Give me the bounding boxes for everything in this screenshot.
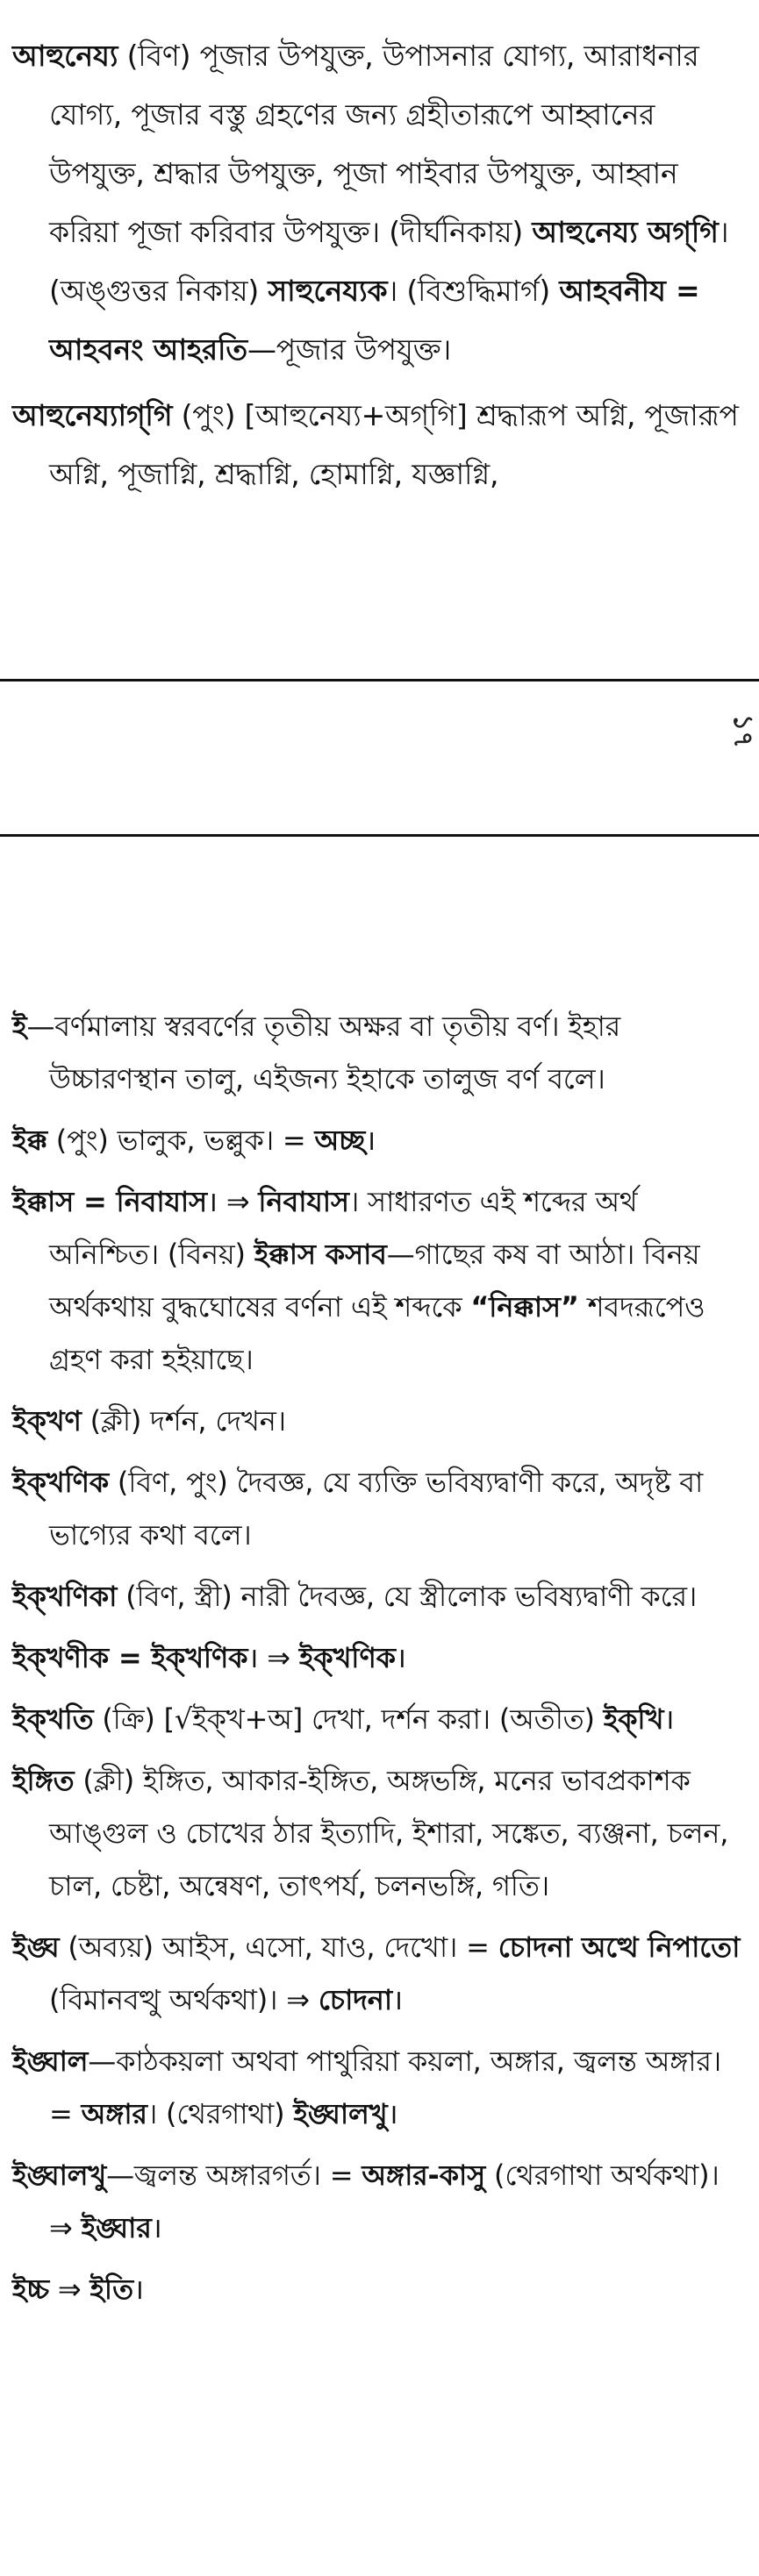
definition-text: । bbox=[365, 1124, 376, 1157]
headword: নিবাযাস bbox=[258, 1185, 349, 1218]
definition-text: । (থেরগাথা) bbox=[147, 2097, 294, 2130]
headword: ইক্কাস = নিবাযাস bbox=[12, 1185, 207, 1218]
dictionary-entry bbox=[12, 2035, 746, 2140]
headword: ইক্‌খণ bbox=[12, 1404, 82, 1438]
definition-text: —বর্ণমালায় স্বরবর্ণের তৃতীয় অক্ষর বা তৃতীয় বর্ণ। ইহার উচ্চারণস্থান তালু, এইজন্য ইহাকে তালুজ বর্ণ বলে। bbox=[26, 1010, 621, 1095]
definition-text: (বিণ, স্ত্রী) নারী দৈবজ্ঞ, যে স্ত্রীলোক ভবিষ্যদ্বাণী করে। bbox=[117, 1580, 698, 1613]
definition-text: (পুং) [আহুনেয্য+অগ্‌গি] শ্রদ্ধারূপ অগ্নি, পূজারূপ অগ্নি, পূজাগ্নি, শ্রদ্ধাগ্নি, হোমাগ্নি, যজ্ঞাগ্নি, bbox=[49, 398, 739, 491]
definition-text: । bbox=[151, 2211, 162, 2244]
dictionary-entry bbox=[12, 1395, 746, 1447]
definition-text: । সাধারণত এই শব্দের অর্থ অনিশ্চিত। (বিনয়) bbox=[49, 1185, 638, 1271]
definition-text: । bbox=[663, 1702, 675, 1736]
headword: আহবনীয = আহবনং আহরতি bbox=[49, 274, 700, 367]
dictionary-entry bbox=[12, 1000, 746, 1105]
headword: সাহুনেয্যক bbox=[268, 274, 388, 308]
definition-text: । (বিশুদ্ধিমার্গ) bbox=[387, 274, 560, 308]
definition-text: । bbox=[395, 1641, 406, 1674]
definition-text: ⇒ bbox=[48, 2273, 90, 2306]
dictionary-entry bbox=[12, 1631, 746, 1684]
definition-text: (পুং) ভালুক, ভল্লুক। = bbox=[47, 1124, 315, 1157]
dictionary-entry bbox=[12, 1456, 746, 1561]
headword: আহুনেয্য অগ্‌গি bbox=[532, 215, 719, 249]
definition-text: (ক্লী) ইঙ্গিত, আকার-ইঙ্গিত, অঙ্গভঙ্গি, মনের ভাবপ্রকাশক আঙ্গুল ও চোখের ঠার ইত্যাদি, ইশারা, সঙ্কেত, ব্যঞ্জনা, চলন, চাল, চেষ্টা, অন্বেষণ, তাৎপর্য, চলনভঙ্গি, গতি। bbox=[49, 1764, 729, 1902]
dictionary-entry bbox=[12, 1175, 746, 1386]
headword: ইঙ্ঘ bbox=[12, 1930, 60, 1964]
definition-text: । (অঙ্গুত্তর নিকায়) bbox=[49, 215, 729, 308]
definition-text: । ⇒ bbox=[206, 1185, 259, 1218]
headword: ইতি bbox=[90, 2273, 133, 2306]
top-entries-section bbox=[12, 26, 746, 510]
definition-text: (ক্রি) [√ইক্‌খ+অ] দেখা, দর্শন করা। (অতীত) bbox=[93, 1702, 604, 1736]
headword: ইচ্চ bbox=[12, 2273, 49, 2306]
definition-text: —কাঠকয়লা অথবা পাথুরিয়া কয়লা, অঙ্গার, জ্বলন্ত অঙ্গার। = bbox=[49, 2044, 722, 2130]
definition-text: (ক্লী) দর্শন, দেখন। bbox=[81, 1404, 286, 1438]
definition-text: (থেরগাথা অর্থকথা)। ⇒ bbox=[49, 2159, 720, 2244]
headword: ইঙ্ঘাল bbox=[12, 2044, 89, 2078]
definition-text: (অব্যয়) আইস, এসো, যাও, দেখো। = bbox=[59, 1930, 498, 1964]
dictionary-entry bbox=[12, 2263, 746, 2316]
headword: ইঙ্ঘালখু bbox=[293, 2097, 388, 2130]
dictionary-entry bbox=[12, 1114, 746, 1167]
headword: ইক্‌খি bbox=[603, 1702, 664, 1736]
headword: ইক্‌খতি bbox=[12, 1702, 94, 1736]
bottom-entries-section bbox=[12, 1000, 746, 2324]
headword: ইক্‌খণিক bbox=[12, 1466, 109, 1499]
headword: অঙ্গার bbox=[81, 2097, 147, 2130]
definition-text: —পূজার উপযুক্ত। bbox=[247, 332, 452, 367]
dictionary-entry bbox=[12, 1570, 746, 1623]
headword: চোদনা bbox=[318, 1983, 392, 2016]
section-divider-bottom bbox=[0, 834, 759, 837]
definition-text: (বিণ) পূজার উপযুক্ত, উপাসনার যোগ্য, আরাধনার যোগ্য, পূজার বস্তু গ্রহণের জন্য গ্রহীতারূপে আহ্বানের উপযুক্ত, শ্রদ্ধার উপযুক্ত, পূজা পাইবার উপযুক্ত, আহ্বান করিয়া পূজা করিবার উপযুক্ত। (দীর্ঘনিকায়) bbox=[49, 39, 699, 249]
entry-ahuneyya bbox=[12, 26, 746, 379]
definition-text: । ⇒ bbox=[247, 1641, 299, 1674]
headword: আহুনেয্য bbox=[12, 39, 118, 73]
headword: আহুনেয্যাগ্‌গি bbox=[12, 398, 173, 432]
definition-text: —জ্বলন্ত অঙ্গারগর্ত। = bbox=[106, 2159, 362, 2192]
headword: ইঙ্গিত bbox=[12, 1764, 75, 1797]
dictionary-entry bbox=[12, 1754, 746, 1912]
headword: ই bbox=[12, 1010, 27, 1043]
dictionary-entry bbox=[12, 2149, 746, 2254]
headword: “নিক্কাস” bbox=[470, 1290, 579, 1324]
definition-text: —গাছের কষ বা আঠা। বিনয় অর্থকথায় বুদ্ধঘোষের বর্ণনা এই শব্দকে bbox=[49, 1238, 700, 1324]
headword: ইক্‌খণীক = ইক্‌খণিক bbox=[12, 1641, 248, 1674]
definition-text: (বিণ, পুং) দৈবজ্ঞ, যে ব্যক্তি ভবিষ্যদ্বাণী করে, অদৃষ্ট বা ভাগ্যের কথা বলে। bbox=[49, 1466, 704, 1552]
headword: ইঙ্ঘালখু bbox=[12, 2159, 107, 2192]
headword: ইঙ্ঘার bbox=[81, 2211, 152, 2244]
headword: ইক্‌খণিকা bbox=[12, 1580, 118, 1613]
headword: অচ্ছ bbox=[314, 1124, 366, 1157]
definition-text: । bbox=[132, 2273, 144, 2306]
page-marker: ১৭ bbox=[727, 714, 758, 748]
definition-text: । bbox=[387, 2097, 398, 2130]
headword: ইক্ক bbox=[12, 1124, 47, 1157]
headword: চোদনা অত্থে নিপাতো bbox=[498, 1930, 741, 1964]
definition-text: শবদরূপেও গ্রহণ করা হইয়াছে। bbox=[49, 1290, 705, 1376]
section-divider-top bbox=[0, 679, 759, 681]
definition-text: । bbox=[391, 1983, 403, 2016]
headword: ইক্‌খণিক bbox=[298, 1641, 396, 1674]
dictionary-entry bbox=[12, 1693, 746, 1745]
entry-ahuneyyaggi bbox=[12, 386, 746, 503]
headword: ইক্কাস কসাব bbox=[254, 1238, 387, 1271]
dictionary-entry bbox=[12, 1921, 746, 2026]
headword: অঙ্গার-কাসু bbox=[362, 2159, 486, 2192]
definition-text: (বিমানবত্থু অর্থকথা)। ⇒ bbox=[49, 1983, 319, 2016]
